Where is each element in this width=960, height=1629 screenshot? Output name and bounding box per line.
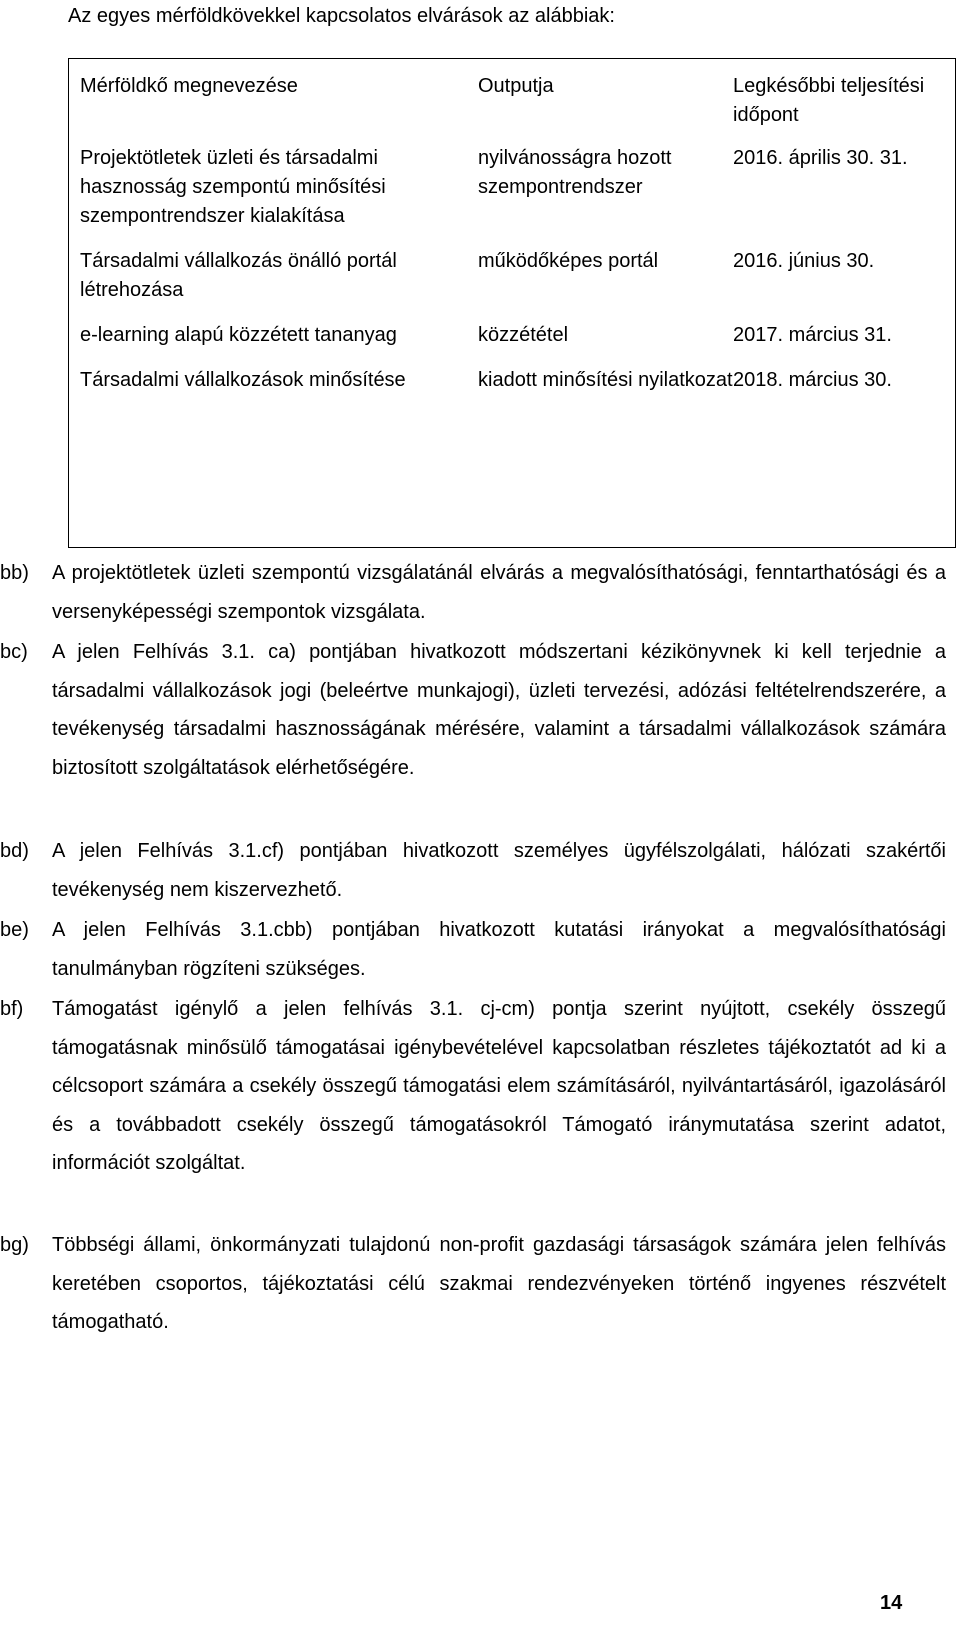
paragraph-label: bf) <box>0 998 24 1020</box>
cell-milestone: Projektötletek üzleti és társadalmi hasznosság szempontú minősítési szempontrendszer kialakítása <box>80 147 386 227</box>
table-row <box>68 144 957 247</box>
cell-deadline: 2016. június 30. <box>733 250 875 272</box>
cell-milestone: e-learning alapú közzétett tananyag <box>80 324 397 346</box>
paragraph-text: A jelen Felhívás 3.1. ca) pontjában hivatkozott módszertani kézikönyvnek ki kell terjednie a társadalmi vállalkozások jogi (beleértve munkajogi), üzleti tervezési, adózási feltételrendszerére, a tevékenység társadalmi hasznosságának mérésére, valamint a társadalmi vállalkozások számára biztosított szolgáltatások elérhetőségére. <box>52 641 946 779</box>
paragraph-label: be) <box>0 919 29 941</box>
page-number: 14 <box>880 1592 903 1614</box>
cell-deadline: 2018. március 30. <box>733 369 892 391</box>
paragraph-label: bd) <box>0 840 29 862</box>
paragraph-bc <box>0 633 946 787</box>
paragraph-text: A projektötletek üzleti szempontú vizsgálatánál elvárás a megvalósíthatósági, fenntarthatósági és a versenyképességi szempontok vizsgálata. <box>52 562 946 623</box>
intro-text: Az egyes mérföldkövekkel kapcsolatos elvárások az alábbiak: <box>68 5 615 27</box>
paragraph-text: A jelen Felhívás 3.1.cbb) pontjában hivatkozott kutatási irányokat a megvalósíthatósági tanulmányban rögzíteni szükséges. <box>52 919 946 980</box>
cell-output: kiadott minősítési nyilatkozat <box>478 369 733 391</box>
cell-deadline: 2017. március 31. <box>733 324 892 346</box>
cell-deadline: 2016. április 30. 31. <box>733 147 908 169</box>
paragraph-label: bg) <box>0 1234 29 1256</box>
paragraph-bf <box>0 990 946 1183</box>
paragraph-label: bc) <box>0 641 28 663</box>
paragraph-text: Támogatást igénylő a jelen felhívás 3.1. cj-cm) pontja szerint nyújtott, csekély összegű támogatásnak minősülő támogatásai igénybevételével kapcsolatban részletes tájékoztatót ad ki a célcsoport számára a csekély összegű támogatási elem számításáról, nyilvántartásáról, igazolásáról és a továbbadott csekély összegű támogatásokról Támogató iránymutatása szerint adatot, információt szolgáltat. <box>52 998 946 1174</box>
paragraph-label: bb) <box>0 562 29 584</box>
paragraph-bb <box>0 554 946 631</box>
table-row <box>68 247 957 321</box>
cell-milestone: Társadalmi vállalkozás önálló portál létrehozása <box>80 250 397 301</box>
paragraph-be <box>0 911 946 988</box>
paragraph-text: Többségi állami, önkormányzati tulajdonú non-profit gazdasági társaságok számára jelen felhívás keretében csoportos, tájékoztatási célú szakmai rendezvényeken történő ingyenes részvételt támogatható. <box>52 1234 946 1333</box>
paragraph-text: A jelen Felhívás 3.1.cf) pontjában hivatkozott személyes ügyfélszolgálati, hálózati szakértői tevékenység nem kiszervezhető. <box>52 840 946 901</box>
header-deadline: Legkésőbbi teljesítési időpont <box>733 75 925 126</box>
milestones-table <box>68 58 957 423</box>
cell-output: közzététel <box>478 324 569 346</box>
cell-milestone: Társadalmi vállalkozások minősítése <box>80 369 406 391</box>
table-header-row <box>68 58 957 144</box>
table-row <box>68 366 957 423</box>
paragraph-bd <box>0 832 946 909</box>
header-milestone: Mérföldkő megnevezése <box>80 75 298 97</box>
header-output: Outputja <box>478 75 554 97</box>
cell-output: nyilvánosságra hozott szempontrendszer <box>478 147 672 198</box>
paragraph-bg <box>0 1226 946 1342</box>
cell-output: működőképes portál <box>478 250 659 272</box>
table-row <box>68 321 957 366</box>
